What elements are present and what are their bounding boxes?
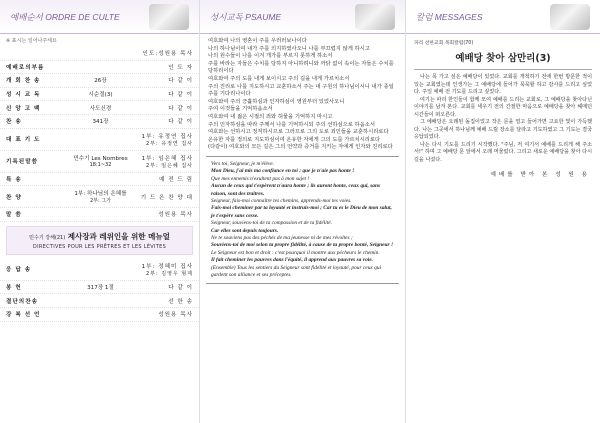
header-decoration: [149, 4, 189, 30]
row-right-1: 인도:성원용 목사: [142, 51, 193, 58]
psalm-header: [200, 0, 405, 34]
row-right-1: 다 같 이: [168, 285, 193, 292]
row-middle-1: 341장: [92, 119, 109, 126]
row-right-1: 다 같 이: [168, 92, 193, 99]
order-row: [0, 308, 199, 322]
row-label: 봉 헌: [6, 285, 22, 292]
row-right-1: 성원용 목사: [158, 212, 193, 219]
order-row: [0, 294, 199, 308]
row-label: 찬 양: [6, 194, 22, 201]
row-right: [131, 90, 193, 98]
psalm-line-fr: Souviens-toi de moi selon ta propre fidélité, à cause de ta propre bonté, Seigneur !: [211, 242, 394, 249]
column-body: [406, 74, 600, 164]
order-row: [0, 259, 199, 281]
row-right: [131, 63, 193, 71]
row-middle-1: 민수기 Les Nombres: [73, 156, 128, 163]
order-row: [0, 173, 199, 187]
order-panel: [0, 0, 200, 423]
order-row: [0, 88, 199, 102]
banner-title: 제사장과 레위인을 위한 메뉴얼: [67, 231, 170, 241]
row-label: 결단의찬송: [6, 298, 39, 305]
row-right-1: 다 같 이: [168, 119, 193, 126]
psalm-line-fr: Ne te souviens pas des péchés de ma jeunesse ni de mes révoltes ;: [211, 234, 353, 241]
psalm-line-fr: Il fait cheminer les pauvres dans l'équité, il apprend aux pauvres sa voie.: [211, 257, 374, 264]
message-title: 칼럼 MESSAGES: [416, 11, 483, 22]
row-label: 응 답 송: [6, 267, 32, 274]
row-label: 강 복 선 언: [6, 312, 41, 319]
row-middle-1: 시순절(3): [88, 92, 113, 99]
order-row: [0, 47, 199, 61]
psalm-title: 성시교독 PSAUME: [210, 11, 282, 22]
row-right-1: 예 전 드 림: [159, 176, 193, 183]
order-subhead: ※ 표시는 일어나주세요: [6, 38, 57, 44]
row-right: [131, 297, 193, 305]
row-right-1: 인 도 자: [168, 64, 193, 71]
order-row: [0, 115, 199, 129]
row-label: 기록된말씀: [6, 159, 39, 166]
row-right-1: 다 같 이: [168, 78, 193, 85]
row-right-1: 성원용 목사: [158, 312, 193, 319]
row-right: [131, 262, 193, 277]
psalm-line-ko: 나의 원수들이 나를 이겨 개가를 부르지 못하게 하소서: [208, 53, 333, 60]
psalm-line-ko: 주를 바라는 자들은 수치를 당하지 아니하려니와 까닭 없이 속이는 자들은 수치를 당하리이다: [208, 60, 394, 75]
column-note: 파리 선한교회 목회칼럼(70): [414, 41, 474, 46]
psalm-line-ko: 여호와여 주의 긍휼하심과 인자하심이 영원부터 있었사오니: [208, 98, 345, 105]
row-label: 성 시 교 독: [6, 92, 41, 99]
column-paragraph: 나는 다시 기도를 드리기 시작했다. "주님, 저 여기서 예배를 드리게 해 주소서!" 하며 그 예배당 문 앞에서 오래 머물렀다. 그리고 새로운 예배당을 찾아 다시 길을 나섰다.: [414, 141, 592, 163]
row-right: [131, 154, 193, 169]
row-right: [131, 117, 193, 125]
row-right-1: 1부: 정혜미 집사: [141, 263, 193, 270]
order-row: [0, 208, 199, 222]
row-right: [131, 175, 193, 183]
row-label: 찬 송: [6, 119, 22, 126]
row-right-1: 다 같 이: [168, 105, 193, 112]
row-middle-1: 1부: 하나님의 은혜를: [74, 191, 127, 198]
column-paragraph: 나는 목 가고 싶은 예배당이 있었다. 교회를 개척하기 전에 한번 방문한 적이 있는 교회였는데 인생가는 그 예배당에 들어가 묵묵할 하고 감사를 드리고 싶었다. 주일 예배 전 기도를 드리고 싶었다.: [414, 74, 592, 95]
row-right-2: 2부: 임은혜 집사: [145, 162, 193, 169]
order-row: [0, 74, 199, 88]
psalm-line-fr: (Ensemble) Tous les sentiers du Seigneur sont fidélité et loyauté, pour ceux qui gardent son alliance et ses préceptes.: [211, 264, 382, 278]
column-signature: 예배를 받아 본 성 원 용: [490, 172, 590, 178]
row-right: [131, 193, 193, 201]
row-right: [131, 104, 193, 112]
psalm-line-fr: Mon Dieu, j'ai mis ma confiance en toi : que je n'aie pas honte !: [211, 168, 355, 175]
row-middle: [70, 90, 131, 98]
psalm-line-fr: Le Seigneur est bon et droit : c'est pourquoi il montre aux pécheurs le chemin.: [211, 249, 380, 256]
row-label: 특 송: [6, 176, 22, 183]
psalm-french: [206, 156, 399, 285]
row-middle: [70, 189, 131, 204]
row-right-1: 선 한 송: [168, 298, 193, 305]
row-label: 예배로의부름: [6, 64, 45, 71]
order-row: [0, 129, 199, 151]
psalm-line-ko: (다같이) 여호와의 모든 길은 그의 언약과 증거를 지키는 자에게 인자와 진리로다: [208, 144, 393, 151]
column-heading: 예배당 찾아 삼만리(3): [414, 48, 592, 70]
psalm-line-fr: Vers toi, Seigneur, je m'élève.: [211, 160, 274, 167]
row-right-1: 기 드 온 찬 양 대: [140, 194, 193, 201]
row-right: [131, 49, 193, 57]
order-row: [0, 61, 199, 75]
row-right-1: 1부: 임은혜 집사: [141, 155, 193, 162]
psalm-line-ko: 주의 인자하심을 따라 주께서 나를 기억하시되 주의 선하심으로 하옵소서: [208, 121, 375, 128]
order-row: [0, 186, 199, 208]
row-middle-2: 2부: 그가: [90, 198, 111, 205]
row-right: [131, 310, 193, 318]
order-title: 예배순서 ORDRE DE CULTE: [10, 11, 120, 22]
row-right: [131, 210, 193, 218]
row-label: 개 회 찬 송: [6, 78, 41, 85]
row-middle: [70, 117, 131, 125]
row-middle: [70, 154, 131, 168]
psalm-line-fr: Seigneur, fais-moi connaître tes chemins, apprends-moi tes voies.: [211, 197, 352, 204]
column-paragraph: 그 예배당은 오래된 돌집이었고 작은 문을 열고 들어가면 고요한 빛이 가득했다. 나는 그곳에서 하나님께 예배 드릴 장소를 달라고 기도하였고 그 기도는 결국 응답되었다.: [414, 119, 592, 140]
row-right: [131, 76, 193, 84]
psalm-line-fr: Aucun de ceux qui t'espèrent n'aura honte ; ils auront honte, ceux qui, sans raison, sont des traîtres.: [211, 183, 381, 197]
psalm-line-ko: 주의 진리로 나를 지도하시고 교훈하소서 주는 내 구원의 하나님이시니 내가 종일 주를 기다리나이다: [208, 83, 394, 98]
message-header: [406, 0, 600, 34]
row-middle: [70, 104, 131, 112]
psalm-line-ko: 여호와는 선하시고 정직하시므로 그러므로 그의 도로 죄인들을 교훈하시리로다: [208, 129, 389, 136]
message-panel: [406, 0, 600, 423]
row-middle-2: 18:1~32: [89, 162, 112, 169]
psalm-line-fr: Car elles sont depuis toujours.: [211, 227, 279, 234]
sermon-banner: [6, 226, 193, 255]
row-right: [131, 283, 193, 291]
row-right: [131, 132, 193, 147]
row-right-2: 2부: 유정연 집사: [145, 140, 193, 147]
row-middle-1: 317장 1절: [87, 285, 114, 292]
psalm-line-ko: 여호와여 주의 도를 내게 보이시고 주의 길을 내게 가르치소서: [208, 75, 350, 82]
book-decoration: [355, 4, 395, 30]
row-right-1: 1부: 유정연 집사: [141, 133, 193, 140]
row-middle-1: 26장: [94, 78, 107, 85]
psalm-line-ko: 온유한 자를 정의로 지도하심이여 온유한 자에게 그의 도를 가르치시리로다: [208, 136, 381, 143]
row-label: 말 씀: [6, 212, 22, 219]
row-label: 신 앙 고 백: [6, 105, 41, 112]
order-row: [0, 281, 199, 295]
psalm-panel: [200, 0, 406, 423]
row-right-2: 2부: 김영우 형제: [145, 270, 193, 277]
column-paragraph: 여기는 파리 한인들이 함께 모여 예배를 드리는 교회로, 그 예배당을 찾아다닌 이야기를 남겨 본다. 교회를 세우기 전의 간절한 마음으로 예배당을 찾아 헤매던 시간들이 떠오른다.: [414, 96, 592, 118]
row-label: 대 표 기 도: [6, 137, 41, 144]
order-header: [0, 0, 199, 34]
row-middle-1: 사도신경: [89, 105, 112, 112]
psalm-line-ko: 여호와여 내 젊은 시절의 죄와 허물을 기억하지 마시고: [208, 113, 333, 120]
cup-decoration: [550, 4, 590, 30]
row-middle: [70, 76, 131, 84]
order-row: [0, 151, 199, 173]
psalm-line-ko: 나의 하나님이여 내가 주를 의지하였사오니 나를 부끄럽지 않게 하시고: [208, 45, 370, 52]
order-rows: [0, 47, 199, 222]
psalm-line-fr: Seigneur, souviens-toi de ta compassion et de ta fidélité.: [211, 220, 332, 227]
banner-pre: 민수기 강해(21): [29, 234, 66, 241]
banner-subtitle: DIRECTIVES POUR LES PRÊTRES ET LES LÉVITES: [32, 243, 167, 250]
row-middle: [70, 283, 131, 291]
order-rows-2: [0, 259, 199, 322]
psalm-line-fr: Fais-moi cheminer par ta loyauté et instruis-moi ; Car tu es le Dieu de mon salut, je t'espère sans cesse.: [211, 205, 392, 219]
psalm-line-ko: 주여 이것들을 기억하옵소서: [208, 106, 273, 113]
psalm-line-ko: 여호와여 나의 영혼이 주를 우러러보나이다: [208, 38, 307, 44]
psalm-line-fr: Que mes ennemis n'exultent pas à mon sujet !: [211, 175, 310, 182]
psalm-korean: [200, 34, 405, 156]
order-row: [0, 101, 199, 115]
